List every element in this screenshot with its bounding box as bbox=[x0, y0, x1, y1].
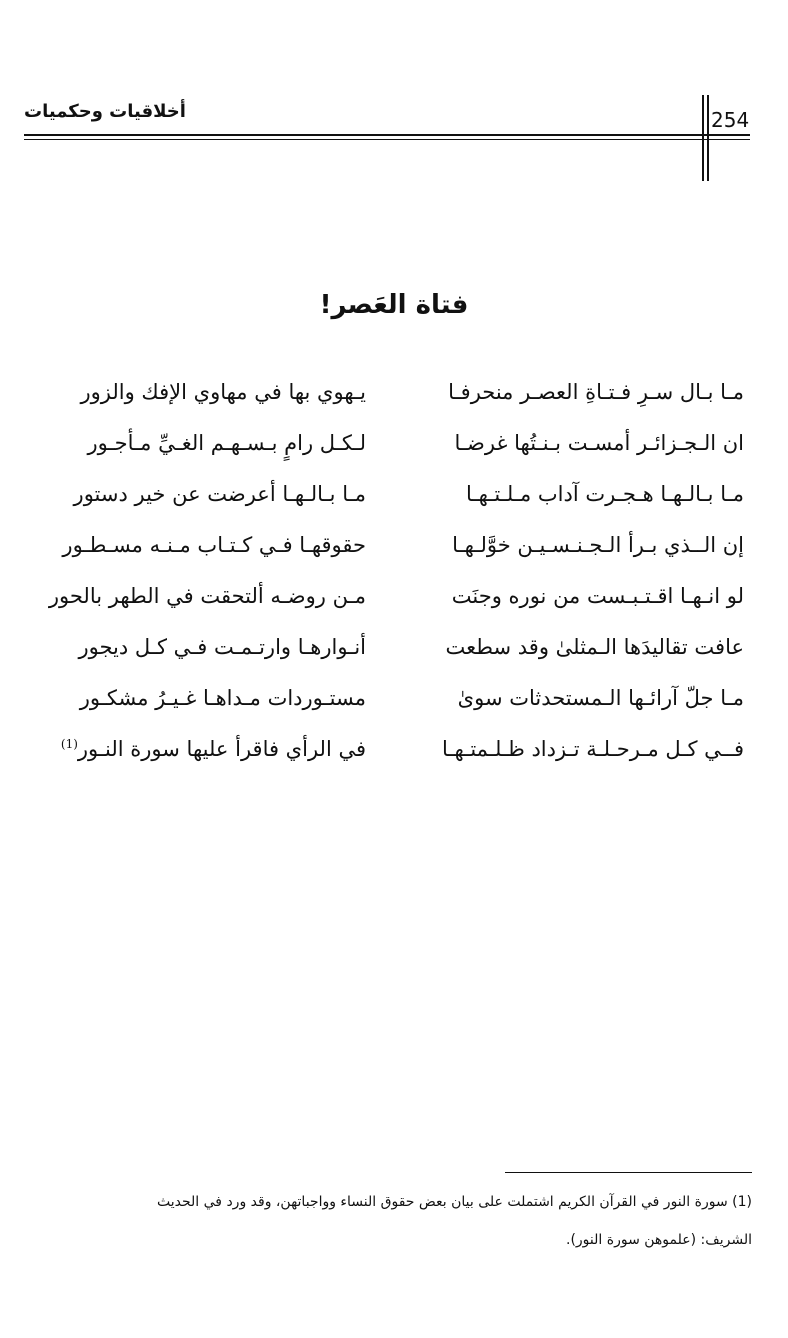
poem-title: فتاة العَصر! bbox=[319, 290, 469, 320]
verse-second-hemistich: مستـوردات مـداهـا غـيـرُ مشكـور bbox=[79, 686, 366, 710]
page-number: 254 bbox=[711, 108, 750, 132]
header-rule-bottom bbox=[24, 139, 750, 140]
verse-second-hemistich bbox=[18, 732, 366, 766]
verse bbox=[0, 630, 788, 680]
running-title: أخلاقيات وحكميات bbox=[24, 101, 186, 122]
footnote-line: الشريف: (علموهن سورة النور). bbox=[566, 1232, 752, 1248]
verse-first-hemistich: ان الـجـزائـر أمسـت بـنـتُها غرضـا bbox=[454, 431, 744, 455]
verse bbox=[0, 681, 788, 731]
verse-second-hemistich: لـكـل رامٍ بـسـهـم الغـيِّ مـأجـور bbox=[87, 431, 366, 455]
header-vertical-bar bbox=[702, 95, 704, 181]
verse bbox=[0, 528, 788, 578]
verse-first-hemistich: مـا جلّ آرائـها الـمستحدثات سوىٰ bbox=[457, 686, 744, 710]
verse-second-hemistich: مـا بـالـهـا أعرضت عن خير دستور bbox=[73, 482, 366, 506]
verse bbox=[0, 732, 788, 782]
verse-first-hemistich: مـا بـالـهـا هـجـرت آداب مـلـتـهـا bbox=[466, 482, 744, 506]
verse bbox=[0, 579, 788, 629]
verse-first-hemistich: فــي كـل مـرحـلـة تـزداد ظـلـمتـهـا bbox=[441, 737, 744, 761]
verse-second-hemistich: أنـوارهـا وارتـمـت فـي كـل ديجور bbox=[78, 635, 366, 659]
header-rule-top bbox=[24, 134, 750, 136]
verse-second-hemistich: مـن روضـه ألتحقت في الطهر بالحور bbox=[48, 584, 366, 608]
verse-first-hemistich: عافت تقاليدَها الـمثلىٰ وقد سطعت bbox=[445, 635, 744, 659]
footnote-separator bbox=[505, 1172, 752, 1173]
verse-first-hemistich: مـا بـال سـرِ فـتـاةِ العصـر منحرفـا bbox=[448, 380, 744, 404]
verse-first-hemistich: إن الــذي بـرأ الـجـنـسـيـن خوَّلـهـا bbox=[452, 533, 744, 557]
verse-second-hemistich: يـهوي بها في مهاوي الإفك والزور bbox=[80, 380, 366, 404]
header-vertical-bar bbox=[707, 95, 709, 181]
footnote-reference: (1) bbox=[60, 737, 78, 751]
footnote-line: (1) سورة النور في القرآن الكريم اشتملت على بيان بعض حقوق النساء وواجباتهن، وقد ورد في الحديث bbox=[157, 1194, 752, 1210]
footnote bbox=[48, 1183, 752, 1259]
verse bbox=[0, 375, 788, 425]
verse-second-hemistich: حقوقهـا فـي كـتـاب مـنـه مسـطـور bbox=[62, 533, 366, 557]
verse bbox=[0, 477, 788, 527]
verse-first-hemistich: لو انـهـا اقـتـبـست من نوره وجنَت bbox=[451, 584, 744, 608]
verse bbox=[0, 426, 788, 476]
verse-second-hemistich-text: في الرأي فاقرأ عليها سورة النـور bbox=[77, 737, 366, 761]
